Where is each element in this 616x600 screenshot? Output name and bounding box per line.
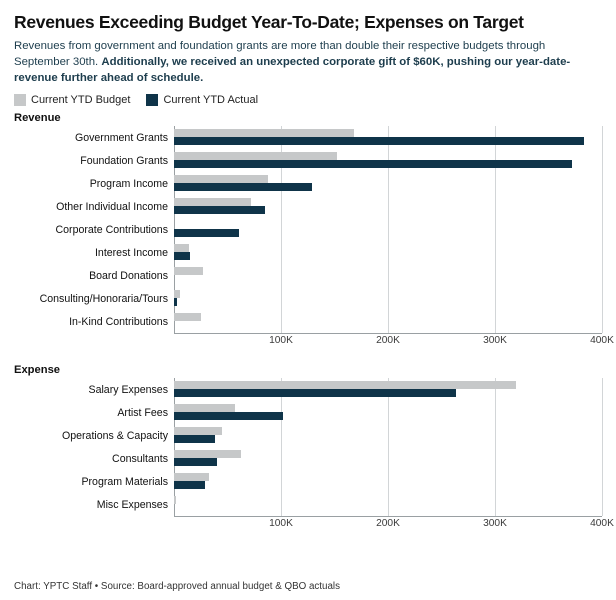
- bar-budget: [174, 267, 203, 275]
- bar-budget: [174, 152, 337, 160]
- revenue-chart: [14, 126, 614, 350]
- bar-budget: [174, 404, 235, 412]
- legend-label-budget: Current YTD Budget: [31, 94, 131, 107]
- section-title-revenue: Revenue: [14, 112, 61, 125]
- x-axis-tick-label: 400K: [590, 518, 614, 530]
- section-title-expense: Expense: [14, 364, 61, 377]
- bar-group: [14, 378, 602, 401]
- bar-group: [14, 264, 602, 287]
- plot-area: [14, 126, 602, 333]
- category-label: Other Individual Income: [56, 200, 168, 213]
- bar-group: [14, 447, 602, 470]
- category-label: Board Donations: [89, 269, 168, 282]
- x-axis-tick-label: 100K: [269, 518, 293, 530]
- x-axis-tick-label: 200K: [376, 518, 400, 530]
- bar-budget: [174, 427, 222, 435]
- bar-group: [14, 126, 602, 149]
- gridline: [602, 378, 603, 516]
- plot-area: [14, 378, 602, 516]
- category-label: Foundation Grants: [80, 154, 168, 167]
- bar-group: [14, 424, 602, 447]
- bar-budget: [174, 198, 251, 206]
- bar-budget: [174, 473, 209, 481]
- bar-budget: [174, 381, 516, 389]
- bar-group: [14, 470, 602, 493]
- bar-budget: [174, 244, 189, 252]
- bar-actual: [174, 298, 177, 306]
- bar-actual: [174, 252, 190, 260]
- category-label: Program Income: [89, 177, 168, 190]
- x-axis-tick-label: 300K: [483, 335, 507, 347]
- x-axis-ticks: [174, 334, 614, 350]
- category-label: Consultants: [112, 452, 168, 465]
- x-axis-tick-label: 200K: [376, 335, 400, 347]
- bar-actual: [174, 458, 217, 466]
- subtitle-part2: Additionally, we received an unexpected corporate gift of $60K, pushing our year-date-revenue further ahead of schedule.: [14, 55, 571, 84]
- category-label: In-Kind Contributions: [69, 315, 168, 328]
- x-axis-ticks: [174, 517, 614, 533]
- bar-group: [14, 218, 602, 241]
- x-axis-tick-label: 100K: [269, 335, 293, 347]
- bar-budget: [174, 290, 180, 298]
- category-label: Government Grants: [74, 131, 168, 144]
- bar-actual: [174, 435, 215, 443]
- bar-budget: [174, 175, 268, 183]
- legend-swatch-budget: [14, 94, 26, 106]
- bar-group: [14, 241, 602, 264]
- bar-actual: [174, 160, 572, 168]
- chart-footer: Chart: YPTC Staff • Source: Board-approved annual budget & QBO actuals: [14, 581, 341, 592]
- bar-budget: [174, 496, 176, 504]
- category-label: Program Materials: [81, 475, 168, 488]
- bar-actual: [174, 412, 283, 420]
- expense-chart: [14, 378, 614, 533]
- legend-item-actual: [146, 94, 258, 106]
- subtitle-part1: Revenues from government and foundation grants are more than double their respective budgets through September 30th.: [14, 40, 546, 68]
- category-label: Interest Income: [94, 246, 168, 259]
- bar-group: [14, 287, 602, 310]
- bar-budget: [174, 129, 354, 137]
- bar-group: [14, 172, 602, 195]
- category-label: Artist Fees: [117, 406, 168, 419]
- legend-swatch-actual: [146, 94, 158, 106]
- bar-budget: [174, 450, 241, 458]
- x-axis-tick-label: 400K: [590, 335, 614, 347]
- legend-item-budget: [14, 94, 130, 106]
- category-label: Misc Expenses: [96, 498, 168, 511]
- x-axis-tick-label: 300K: [483, 518, 507, 530]
- bar-actual: [174, 137, 584, 145]
- bar-group: [14, 149, 602, 172]
- bar-actual: [174, 183, 312, 191]
- category-label: Consulting/Honoraria/Tours: [39, 292, 168, 305]
- category-label: Operations & Capacity: [62, 429, 168, 442]
- bar-group: [14, 401, 602, 424]
- page-title: Revenues Exceeding Budget Year-To-Date; Expenses on Target: [14, 12, 524, 32]
- bar-actual: [174, 389, 456, 397]
- bar-actual: [174, 481, 205, 489]
- chart-legend: [14, 94, 602, 106]
- category-label: Corporate Contributions: [55, 223, 168, 236]
- bar-group: [14, 493, 602, 516]
- bar-actual: [174, 229, 239, 237]
- gridline: [602, 126, 603, 333]
- subtitle: [14, 39, 600, 86]
- bar-actual: [174, 206, 265, 214]
- bar-group: [14, 310, 602, 333]
- bar-budget: [174, 313, 201, 321]
- bar-group: [14, 195, 602, 218]
- legend-label-actual: Current YTD Actual: [163, 94, 259, 107]
- category-label: Salary Expenses: [88, 383, 168, 396]
